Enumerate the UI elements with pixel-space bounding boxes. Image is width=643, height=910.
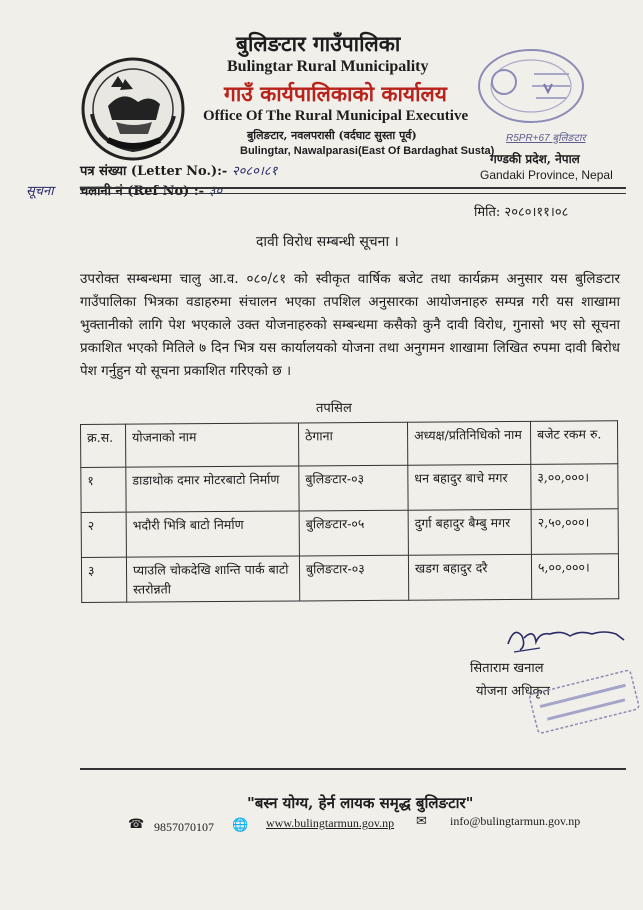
header-budget: बजेट रकम रु. (530, 421, 617, 465)
footer-divider (80, 768, 626, 770)
cell-address: बुलिङटार-०५ (299, 510, 408, 556)
header-address: ठेगाना (298, 422, 407, 466)
mail-icon: ✉ (416, 814, 427, 829)
cell-chairperson: खडग बहादुर दरै (408, 554, 531, 600)
cell-address: बुलिङटार-०३ (299, 465, 408, 511)
signatory-title: योजना अधिकृत (476, 684, 550, 699)
office-name-np: गाउँ कार्यपालिकाको कार्यालय (224, 81, 447, 106)
cell-budget: ३,००,०००। (531, 464, 618, 510)
globe-icon: 🌐 (232, 818, 249, 833)
cell-serial: १ (81, 467, 126, 512)
handwritten-signature (500, 622, 640, 656)
ref-number-label: चलानी नं (Ref No) :- (80, 184, 205, 199)
signatory-name: सिताराम खनाल (470, 661, 544, 676)
province-np: गण्डकी प्रदेश, नेपाल (490, 152, 580, 166)
address-np: बुलिङटार, नवलपरासी (वर्दघाट सुस्ता पूर्व) (247, 129, 417, 142)
province-en: Gandaki Province, Nepal (480, 168, 613, 182)
cell-chairperson: दुर्गा बहादुर बैम्बु मगर (408, 509, 531, 555)
side-note: सूचना (26, 184, 54, 199)
header-project-name: योजनाको नाम (126, 423, 299, 467)
header-divider-thin (80, 193, 626, 194)
table-row (81, 464, 618, 513)
project-table (80, 420, 619, 603)
table-header-row (81, 421, 618, 468)
footer-slogan: "बस्न योग्य, हेर्न लायक समृद्ध बुलिङटार" (247, 794, 474, 812)
letter-number (80, 161, 277, 179)
footer-email[interactable]: info@bulingtarmun.gov.np (450, 814, 581, 828)
letter-number-label: पत्र संख्या (Letter No.):- (80, 164, 228, 179)
cell-project-name: प्याउलि चोकदेखि शान्ति पार्क बाटो स्तरोन्नती (126, 556, 299, 602)
header-chairperson: अध्यक्ष/प्रतिनिधिको नाम (407, 421, 530, 465)
notice-body: उपरोक्त सम्बन्धमा चालु आ.व. ०८०/८१ को स्वीकृत वार्षिक बजेट तथा कार्यक्रम अनुसार यस बुलिङटार गाउँपालिका भित्रका वडाहरुमा संचालन भएका तपशिल अनुसारका आयोजनाहरु सम्पन्न गरी यस शाखामा भुक्तानीको लागि पेश भएकाले उक्त योजनाहरुको सम्बन्धमा कसैको कुनै दावी विरोध, गुनासो भए सो सूचना प्रकाशित भएको मितिले ७ दिन भित्र यस कार्यालयको योजना तथा अनुगमन शाखामा लिखित रुपमा दावी बिरोध पेश गर्नुहुन यो सूचना प्रकाशित गरिएको छ । (80, 271, 620, 379)
cell-project-name: भदौरी भित्रि बाटो निर्माण (126, 511, 299, 557)
cell-budget: २,५०,०००। (531, 509, 618, 555)
notice-subject: दावी विरोध सम्बन्धी सूचना । (256, 234, 399, 250)
cell-budget: ५,००,०००। (531, 554, 618, 600)
ref-number (80, 181, 222, 199)
office-stamp-icon (474, 44, 588, 128)
cell-serial: २ (81, 512, 126, 557)
address-en: Bulingtar, Nawalparasi(East Of Bardaghat Susta) (240, 145, 495, 157)
list-title: तपसिल (316, 401, 352, 416)
office-name-en: Office Of The Rural Municipal Executive (203, 108, 469, 124)
cell-chairperson: धन बहादुर बाचे मगर (408, 464, 531, 510)
stamp-code: R5PR+67 बुलिङटार (506, 133, 586, 144)
phone-icon: ☎ (128, 817, 145, 832)
table-row (81, 554, 618, 603)
ref-number-value: ३० (208, 184, 223, 199)
municipality-name-np: बुलिङटार गाउँपालिका (236, 31, 401, 56)
letter-number-value: २०८०।८१ (231, 164, 278, 179)
nepal-emblem-icon (78, 54, 188, 164)
municipality-name-en: Bulingtar Rural Municipality (227, 58, 429, 75)
cell-project-name: डाडाथोक दमार मोटरबाटो निर्माण (126, 466, 299, 512)
footer-website[interactable]: www.bulingtarmun.gov.np (266, 816, 395, 830)
notice-date: मिति: २०८०।११।०८ (474, 205, 569, 220)
header-divider (80, 187, 626, 189)
cell-serial: ३ (81, 557, 126, 602)
name-stamp-icon (524, 668, 642, 734)
cell-address: बुलिङटार-०३ (299, 555, 408, 601)
table-row (81, 509, 618, 558)
footer-phone: 9857070107 (154, 820, 214, 834)
header-serial: क्र.स. (81, 424, 126, 467)
